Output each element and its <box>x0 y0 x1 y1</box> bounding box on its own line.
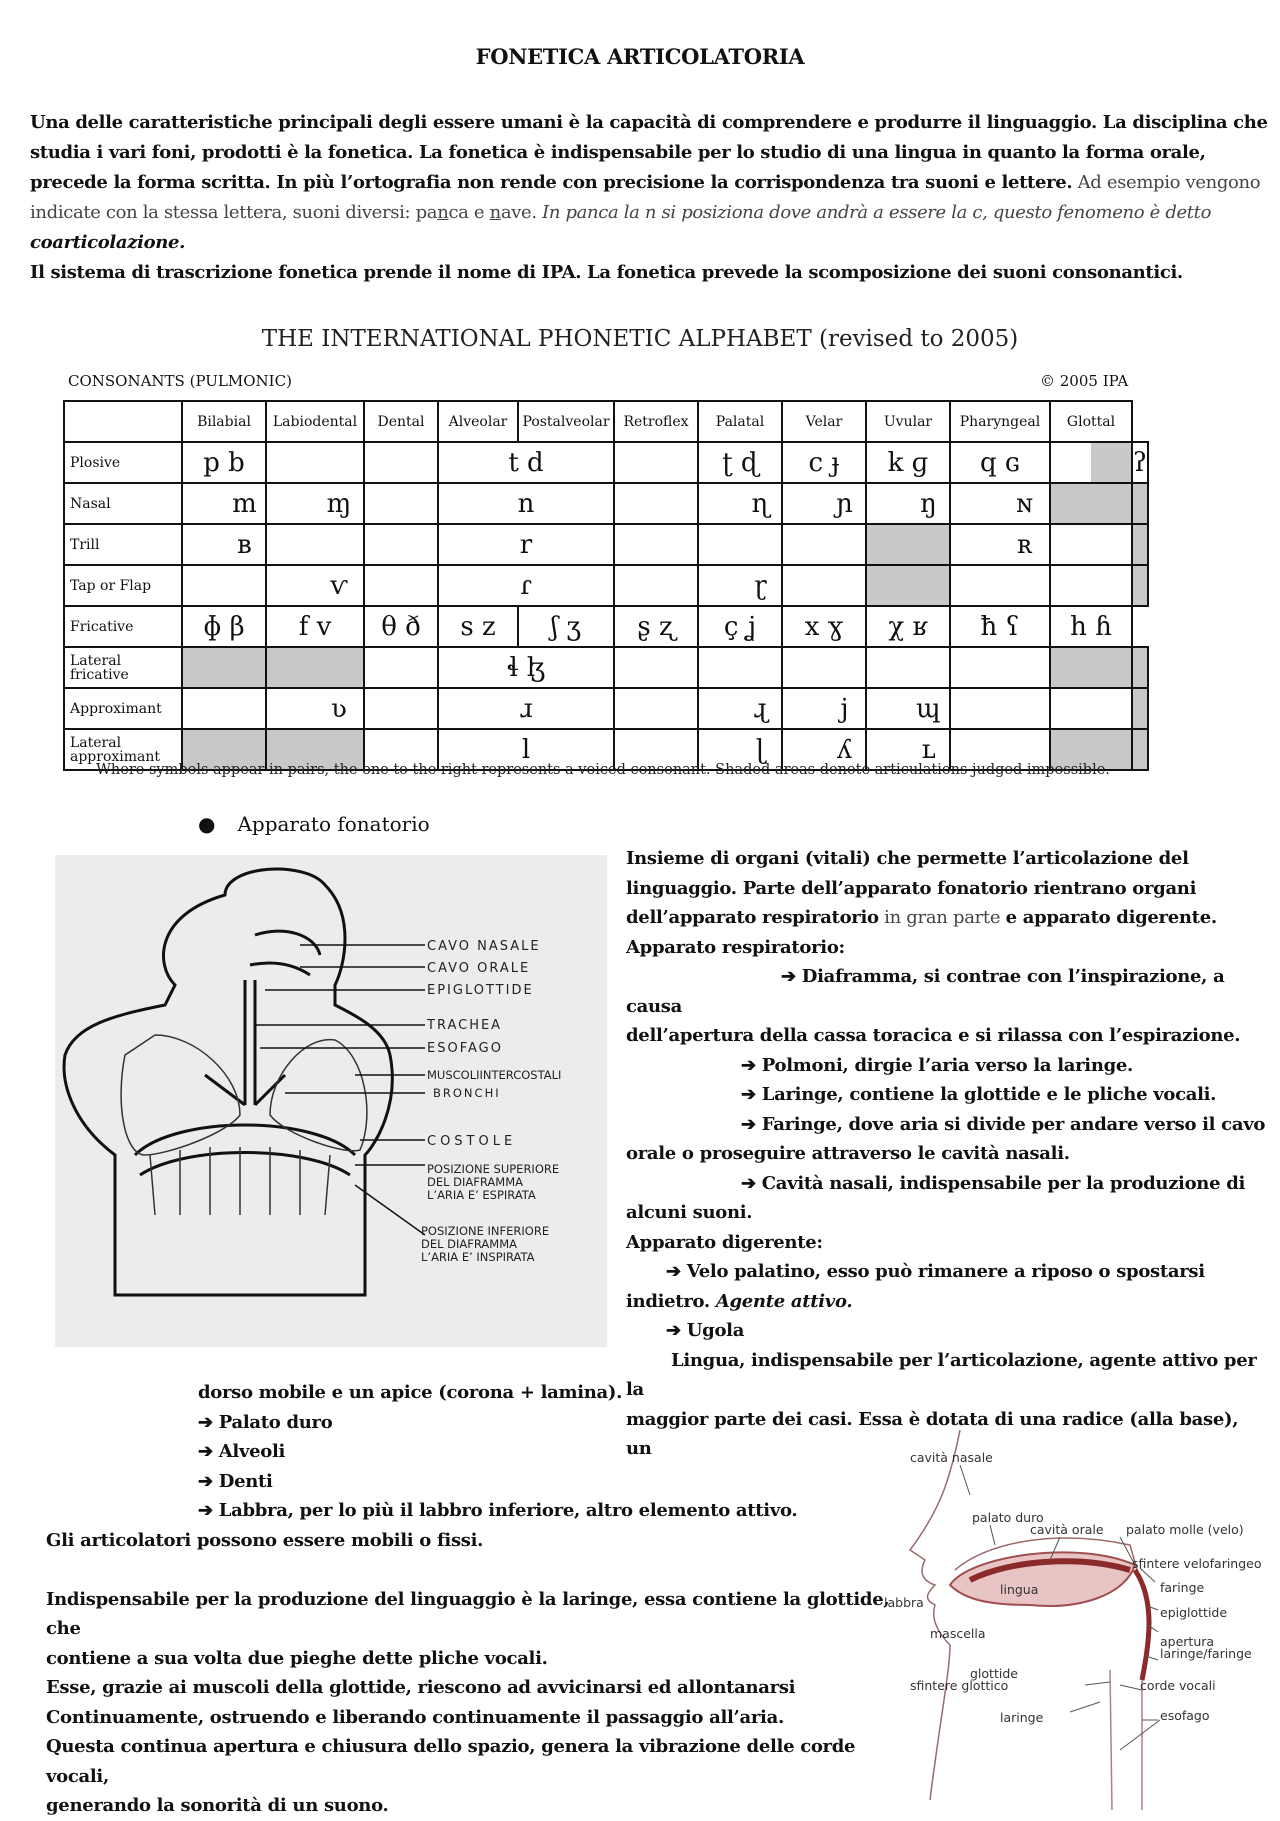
dig3b: maggior parte dei casi. Essa è dotata di una radice (alla base), un <box>626 1408 1239 1459</box>
label-pos-inf-3: L’ARIA E’ INSPIRATA <box>421 1250 535 1264</box>
arrow-icon: ➔ <box>198 1470 213 1492</box>
ipa-symbol: h ɦ <box>1070 611 1112 642</box>
label-mascella: mascella <box>930 1626 986 1641</box>
ipa-cell <box>950 688 1050 729</box>
ipa-cell <box>364 483 438 524</box>
ipa-symbol: ɱ <box>326 488 352 519</box>
section-heading <box>198 812 430 836</box>
ipa-note: Where symbols appear in pairs, the one to the right represents a voiced consonant. Shaded areas denote articulations judged impossible. <box>96 762 1110 778</box>
label-sfintere-velofaringeo: sfintere velofaringeo <box>1132 1556 1262 1571</box>
col-header: Velar <box>782 401 866 442</box>
dig1c: Agente attivo. <box>715 1290 853 1312</box>
ipa-subtitle: CONSONANTS (PULMONIC) <box>68 372 292 390</box>
table-row <box>64 524 1148 565</box>
arrow-icon: ➔ <box>741 1054 756 1076</box>
ipa-symbol: ɴ <box>1016 488 1033 519</box>
arrow-icon: ➔ <box>741 1084 756 1105</box>
label-palato-duro: palato duro <box>972 1510 1044 1525</box>
lower-b1: Palato duro <box>218 1411 333 1433</box>
label-lingua: lingua <box>1000 1582 1039 1597</box>
ipa-cell <box>950 524 1050 565</box>
ipa-cell <box>182 565 266 606</box>
ipa-cell <box>950 483 1050 524</box>
page-title: FONETICA ARTICOLATORIA <box>475 44 805 69</box>
ipa-symbol: θ ð <box>381 611 421 642</box>
ipa-cell <box>614 647 698 688</box>
ipa-symbol: ɽ <box>754 570 767 601</box>
ipa-symbol: ɬ ɮ <box>506 652 546 683</box>
ipa-cell <box>364 606 438 647</box>
table-header-row <box>64 401 1148 442</box>
ipa-cell <box>1050 524 1132 565</box>
ipa-cell <box>614 442 698 483</box>
dig-head: Apparato digerente: <box>626 1231 823 1253</box>
resp1: Diaframma, si contrae con l’inspirazione, a causa <box>626 966 1225 1017</box>
arrow-icon: ➔ <box>198 1500 213 1521</box>
row-header: Tap or Flap <box>64 565 182 606</box>
arrow-icon: ➔ <box>741 1172 756 1194</box>
ipa-cell-shaded <box>1050 483 1132 524</box>
ipa-cell <box>266 565 364 606</box>
resp3: Laringe, contiene la glottide e le pliche vocali. <box>761 1084 1217 1105</box>
corner-cell <box>64 401 182 442</box>
label-epiglottide: EPIGLOTTIDE <box>427 983 534 998</box>
underlined-n-2: n <box>489 202 501 223</box>
ipa-cell <box>1050 565 1132 606</box>
ipa-cell <box>698 483 782 524</box>
ipa-cell <box>866 606 950 647</box>
arrow-icon: ➔ <box>666 1261 681 1282</box>
ipa-cell <box>1050 442 1132 483</box>
intro-italic: In panca la n si posiziona dove andrà a essere la c, questo fenomeno è detto <box>542 202 1212 223</box>
respiratory-diagram-svg <box>55 855 607 1347</box>
intro-p1: Una delle caratteristiche principali degli essere umani è la capacità di comprendere e produrre il linguaggio. La disciplina che studia i vari foni, prodotti è la fonetica. La fonetica è indispensabile per lo studio di una lingua in quanto la forma orale, precede la forma scritta. In più l’ortografia non rende con precisione la corrispondenza tra suoni e lettere. <box>30 112 1268 193</box>
ipa-symbol: ɹ <box>519 693 533 724</box>
table-row <box>64 565 1148 606</box>
ipa-cell-shaded <box>1132 524 1148 565</box>
label-pos-inf-2: DEL DIAFRAMMA <box>421 1237 518 1251</box>
ipa-cell <box>782 688 866 729</box>
ipa-cell <box>950 606 1050 647</box>
intro-example-3: ave. <box>500 202 543 223</box>
ipa-symbol: ʃ ʒ <box>551 611 581 642</box>
ipa-symbol: ŋ <box>920 488 937 519</box>
ipa-cell <box>438 483 614 524</box>
ipa-cell <box>866 688 950 729</box>
table-row <box>64 606 1148 647</box>
lower-p4: Continuamente, ostruendo e liberando continuamente il passaggio all’aria. <box>46 1706 784 1728</box>
intro-example: Ad esempio vengono indicate con la stessa lettera, suoni diversi: pa <box>30 172 1261 223</box>
ipa-cell-shaded <box>866 565 950 606</box>
lower-b2: Alveoli <box>218 1441 286 1462</box>
ipa-cell <box>438 688 614 729</box>
ipa-symbol: m <box>232 488 257 519</box>
ipa-cell <box>698 565 782 606</box>
resp2: Polmoni, dirgie l’aria verso la laringe. <box>761 1054 1134 1076</box>
ipa-symbol: ʔ <box>1133 447 1147 478</box>
col-header: Pharyngeal <box>950 401 1050 442</box>
apparato-l1: Insieme di organi (vitali) che permette l’articolazione del linguaggio. Parte dell’apparato fonatorio rientrano organi dell’apparato respiratorio <box>626 848 1197 928</box>
ipa-symbol: ɳ <box>751 488 770 519</box>
row-header: Lateral approximant <box>64 729 182 770</box>
ipa-cell <box>438 606 518 647</box>
ipa-cell-shaded <box>266 647 364 688</box>
dig3: Lingua, indispensabile per l’articolazione, agente attivo per la <box>626 1349 1257 1400</box>
intro-p2: Il sistema di trascrizione fonetica prende il nome di IPA. La fonetica prevede la scomposizione dei suoni consonantici. <box>30 262 1183 283</box>
row-header: Lateral fricative <box>64 647 182 688</box>
ipa-symbol: r <box>519 529 533 560</box>
lower-text <box>46 1378 906 1821</box>
label-pos-sup-3: L’ARIA E’ ESPIRATA <box>427 1188 536 1202</box>
ipa-symbol: ɭ <box>755 734 766 765</box>
ipa-cell <box>182 524 266 565</box>
ipa-cell <box>518 606 614 647</box>
vocal-tract-svg <box>880 1420 1275 1810</box>
label-costole: COSTOLE <box>427 1134 517 1149</box>
ipa-cell <box>266 606 364 647</box>
ipa-symbol: ʙ <box>237 529 252 560</box>
ipa-copyright: © 2005 IPA <box>1040 372 1129 390</box>
ipa-cell <box>866 647 950 688</box>
ipa-symbol: ʟ <box>921 734 936 765</box>
label-faringe: faringe <box>1160 1580 1205 1595</box>
label-esofago: esofago <box>1160 1708 1210 1723</box>
ipa-cell <box>614 483 698 524</box>
arrow-icon: ➔ <box>741 1113 756 1135</box>
label-muscoli: MUSCOLIINTERCOSTALI <box>427 1068 562 1082</box>
ipa-symbol: ħ ʕ <box>980 611 1020 642</box>
ipa-symbol: ɾ <box>520 570 532 601</box>
label-cavita-nasale: cavità nasale <box>910 1450 993 1465</box>
table-row <box>64 647 1148 688</box>
ipa-consonant-table <box>63 400 1149 771</box>
ipa-symbol: ⱱ <box>330 570 348 601</box>
ipa-cell <box>1050 688 1132 729</box>
row-header: Fricative <box>64 606 182 647</box>
ipa-symbol: c ɟ <box>808 447 840 478</box>
label-pos-sup-1: POSIZIONE SUPERIORE <box>427 1162 560 1176</box>
row-header: Trill <box>64 524 182 565</box>
lower-b3: Denti <box>218 1470 273 1492</box>
ipa-cell-shaded <box>1132 483 1148 524</box>
ipa-cell-shaded <box>1132 565 1148 606</box>
ipa-symbol: ɸ β <box>203 611 245 642</box>
resp4: Faringe, dove aria si divide per andare verso il cavo <box>761 1113 1266 1135</box>
apparato-text <box>626 844 1266 1464</box>
lower-p5: Questa continua apertura e chiusura dello spazio, genera la vibrazione delle corde vocali, <box>46 1736 856 1787</box>
table-row <box>64 442 1148 483</box>
intro-text <box>30 108 1270 288</box>
arrow-icon: ➔ <box>666 1320 681 1341</box>
ipa-cell-shaded <box>1132 647 1148 688</box>
ipa-symbol: s z <box>460 611 496 642</box>
ipa-cell <box>1132 442 1148 483</box>
label-esofago: ESOFAGO <box>427 1041 503 1056</box>
ipa-cell <box>438 565 614 606</box>
row-header: Approximant <box>64 688 182 729</box>
resp-head: Apparato respiratorio: <box>626 936 845 958</box>
ipa-cell <box>266 483 364 524</box>
vocal-tract-diagram <box>880 1420 1275 1810</box>
dig2: Ugola <box>686 1320 745 1341</box>
label-corde-vocali: corde vocali <box>1140 1678 1216 1693</box>
ipa-symbol: n <box>517 488 535 519</box>
ipa-cell <box>182 606 266 647</box>
col-header: Alveolar <box>438 401 518 442</box>
lower-p2: contiene a sua volta due pieghe dette pliche vocali. <box>46 1647 548 1669</box>
label-trachea: TRACHEA <box>427 1018 503 1033</box>
ipa-symbol: ɻ <box>753 693 768 724</box>
label-laringe: laringe <box>1000 1710 1044 1725</box>
ipa-cell <box>614 565 698 606</box>
label-cavita-orale: cavità orale <box>1030 1522 1104 1537</box>
col-header: Postalveolar <box>518 401 614 442</box>
ipa-cell-shaded <box>182 647 266 688</box>
label-labbra: labbra <box>884 1595 924 1610</box>
label-pos-sup-2: DEL DIAFRAMMA <box>427 1175 524 1189</box>
dig1: Velo palatino, esso può rimanere a riposo o spostarsi <box>686 1261 1205 1282</box>
resp4b: orale o proseguire attraverso le cavità nasali. <box>626 1143 1070 1164</box>
ipa-cell <box>782 647 866 688</box>
label-apertura: apertura <box>1160 1634 1215 1649</box>
ipa-cell <box>950 565 1050 606</box>
ipa-cell <box>782 565 866 606</box>
ipa-symbol: ʂ ʐ <box>637 611 675 642</box>
ipa-cell <box>698 606 782 647</box>
col-header: Retroflex <box>614 401 698 442</box>
ipa-symbol: j <box>840 693 849 724</box>
ipa-cell <box>266 688 364 729</box>
ipa-cell <box>364 524 438 565</box>
col-header: Palatal <box>698 401 782 442</box>
lower-l5: Gli articolatori possono essere mobili o fissi. <box>46 1529 484 1551</box>
ipa-cell <box>782 524 866 565</box>
ipa-cell-shaded <box>1132 688 1148 729</box>
col-header: Dental <box>364 401 438 442</box>
col-header: Glottal <box>1050 401 1132 442</box>
ipa-cell <box>698 524 782 565</box>
ipa-cell <box>182 483 266 524</box>
label-cavo-orale: CAVO ORALE <box>427 961 531 976</box>
intro-example-2: ca e <box>448 202 490 223</box>
ipa-cell <box>614 688 698 729</box>
lower-l0: dorso mobile e un apice (corona + lamina). <box>198 1382 623 1403</box>
ipa-cell <box>950 442 1050 483</box>
label-glottide: glottide <box>970 1666 1018 1681</box>
ipa-cell <box>866 442 950 483</box>
apparato-l1b: in gran parte <box>878 907 1006 928</box>
ipa-cell <box>364 442 438 483</box>
ipa-cell <box>950 647 1050 688</box>
table-row <box>64 483 1148 524</box>
ipa-cell <box>364 688 438 729</box>
ipa-symbol: q ɢ <box>980 447 1020 478</box>
table-row <box>64 688 1148 729</box>
col-header: Labiodental <box>266 401 364 442</box>
ipa-symbol: p b <box>203 447 245 478</box>
ipa-symbol: l <box>521 734 531 765</box>
ipa-cell-shaded <box>866 524 950 565</box>
ipa-cell <box>364 565 438 606</box>
label-epiglottide: epiglottide <box>1160 1605 1228 1620</box>
ipa-symbol: ɰ <box>916 693 941 724</box>
respiratory-diagram <box>55 855 607 1347</box>
resp5b: alcuni suoni. <box>626 1202 753 1223</box>
ipa-symbol: ɲ <box>836 488 853 519</box>
ipa-cell <box>1050 606 1132 647</box>
ipa-symbol: ʀ <box>1016 529 1033 560</box>
apparato-l1c: e apparato digerente. <box>1005 907 1217 928</box>
lower-b4: Labbra, per lo più il labbro inferiore, altro elemento attivo. <box>218 1500 798 1521</box>
underlined-n-1: n <box>437 202 449 223</box>
ipa-symbol: ç ʝ <box>723 611 757 642</box>
ipa-cell <box>698 688 782 729</box>
ipa-title: THE INTERNATIONAL PHONETIC ALPHABET (revised to 2005) <box>261 326 1019 352</box>
label-laringe-faringe: laringe/faringe <box>1160 1646 1252 1661</box>
ipa-cell <box>438 647 614 688</box>
ipa-cell <box>698 647 782 688</box>
lower-p6: generando la sonorità di un suono. <box>46 1795 389 1816</box>
ipa-symbol: t d <box>508 447 544 478</box>
resp1b: dell’apertura della cassa toracica e si rilassa con l’espirazione. <box>626 1025 1241 1046</box>
row-header: Plosive <box>64 442 182 483</box>
ipa-symbol: ʋ <box>331 693 347 724</box>
arrow-icon: ➔ <box>198 1411 213 1433</box>
ipa-cell <box>782 442 866 483</box>
arrow-icon: ➔ <box>198 1441 213 1462</box>
ipa-symbol: x ɣ <box>804 611 844 642</box>
ipa-cell <box>266 524 364 565</box>
ipa-symbol: ʎ <box>837 734 852 765</box>
ipa-cell-shaded <box>1050 647 1132 688</box>
ipa-cell <box>782 606 866 647</box>
ipa-cell <box>614 606 698 647</box>
label-cavo-nasale: CAVO NASALE <box>427 939 541 954</box>
label-palato-molle: palato molle (velo) <box>1126 1522 1244 1537</box>
arrow-icon: ➔ <box>781 966 796 987</box>
ipa-cell <box>364 647 438 688</box>
ipa-cell <box>866 483 950 524</box>
ipa-cell <box>438 442 614 483</box>
ipa-symbol: f v <box>298 611 332 642</box>
resp5: Cavità nasali, indispensabile per la produzione di <box>761 1172 1246 1194</box>
lower-p1: Indispensabile per la produzione del linguaggio è la laringe, essa contiene la glottide, che <box>46 1588 890 1639</box>
ipa-cell <box>182 442 266 483</box>
lower-p3: Esse, grazie ai muscoli della glottide, riescono ad avvicinarsi ed allontanarsi <box>46 1677 796 1698</box>
ipa-cell <box>614 524 698 565</box>
intro-coarticolazione: coarticolazione. <box>30 232 186 253</box>
ipa-symbol: ʈ ɖ <box>722 447 758 478</box>
ipa-symbol: k ɡ <box>887 447 929 478</box>
ipa-symbol: χ ʁ <box>888 611 928 642</box>
col-header: Bilabial <box>182 401 266 442</box>
section-heading-text: Apparato fonatorio <box>237 812 430 836</box>
label-sfintere-glottico: sfintere glottico <box>910 1678 1009 1693</box>
label-bronchi: BRONCHI <box>433 1086 501 1100</box>
col-header: Uvular <box>866 401 950 442</box>
label-pos-inf-1: POSIZIONE INFERIORE <box>421 1224 550 1238</box>
bullet-icon: ● <box>198 812 216 836</box>
ipa-cell-shaded <box>1132 729 1148 770</box>
row-header: Nasal <box>64 483 182 524</box>
ipa-cell <box>438 524 614 565</box>
ipa-cell <box>782 483 866 524</box>
ipa-cell <box>182 688 266 729</box>
dig1b: indietro. <box>626 1290 716 1312</box>
ipa-cell <box>266 442 364 483</box>
ipa-cell <box>698 442 782 483</box>
